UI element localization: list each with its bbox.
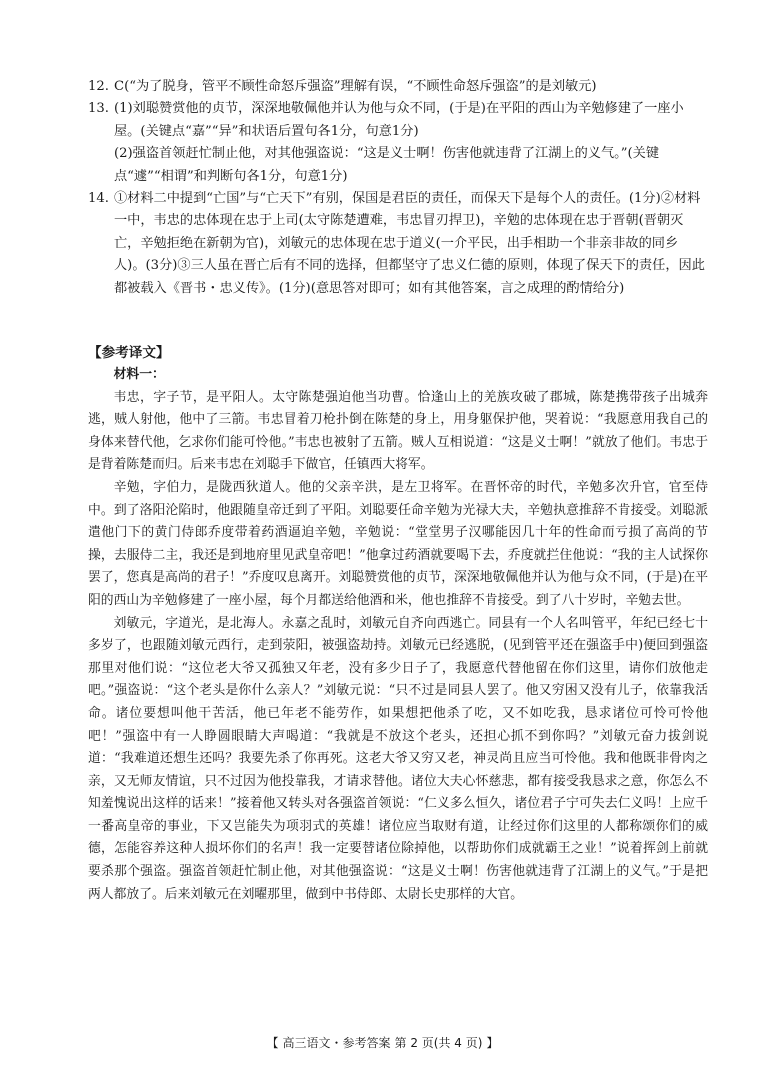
- translation-paragraph: 刘敏元，字道光，是北海人。永嘉之乱时，刘敏元自齐向西逃亡。同县有一个人名叫管平，年纪已经七十多岁了，也跟随刘敏元西行，走到荥阳，被强盗劫持。刘敏元已经逃脱，(见到管平还在强盗手中)便回到强盗那里对他们说：“这位老大爷又孤独又年老，没有多少日子了，我愿意代替他留在你们这里，请你们放他走吧。”强盗说：“这个老头是你什么亲人？”刘敏元说：“只不过是同县人罢了。他又穷困又没有儿子，依靠我活命。诸位要想叫他干苦活，他已年老不能劳作，如果想把他杀了吃，又不如吃我，恳求诸位可怜可怜他吧！”强盗中有一人睁圆眼睛大声喝道：“我就是不放这个老头，还担心抓不到你吗？”刘敏元奋力拔剑说道：“我难道还想生还吗？我要先杀了你再死。这老大爷又穷又老，神灵尚且应当可怜他。我和他既非骨肉之亲，又无师友情谊，只不过因为他投靠我，才请求替他。诸位大夫心怀慈悲，都有接受我恳求之意，你怎么不知羞愧说出这样的话来！”接着他又转头对各强盗首领说：“仁义多么恒久，诸位君子宁可失去仁义吗！上应千一番高皇帝的事业，下又岂能失为项羽式的英雄！诸位应当取财有道，让经过你们这里的人都称颂你们的威德，怎能容养这种人损坏你们的名声！我一定要替诸位除掉他，以帮助你们成就霸王之业！”说着挥剑上前就要杀那个强盗。强盗首领赶忙制止他，对其他强盗说：“这是义士啊！伤害他就违背了江湖上的义气。”于是把两人都放了。后来刘敏元在刘曜那里，做到中书侍郎、太尉长史那样的大官。: [88, 615, 708, 902]
- footer-bracket: 】: [486, 1036, 499, 1050]
- section-title: 【参考译文】: [88, 345, 170, 361]
- page-footer: [0, 1034, 765, 1051]
- material-label: 材料一：: [113, 367, 165, 382]
- answer-number: 14.: [88, 191, 109, 207]
- translation-paragraph: 韦忠，字子节，是平阳人。太守陈楚强迫他当功曹。恰逢山上的羌族攻破了郡城，陈楚携带孩子出城奔逃，贼人射他，他中了三箭。韦忠冒着刀枪扑倒在陈楚的身上，用身躯保护他，哭着说：“我愿意用我自己的身体来替代他，乞求你们能可怜他。”韦忠也被射了五箭。贼人互相说道：“这是义士啊！”就放了他们。韦忠于是背着陈楚而归。后来韦忠在刘聪手下做官，任镇西大将军。: [88, 389, 708, 473]
- translation-paragraph: 辛勉，字伯力，是陇西狄道人。他的父亲辛洪，是左卫将军。在晋怀帝的时代，辛勉多次升官，官至侍中。到了洛阳沦陷时，他跟随皇帝迁到了平阳。刘聪要任命辛勉为光禄大夫，辛勉执意推辞不肯接受。刘聪派遣他门下的黄门侍郎乔度带着药酒逼迫辛勉，辛勉说：“堂堂男子汉哪能因几十年的性命而亏损了高尚的节操，去服侍二主，我还是到地府里见武皇帝吧！”他拿过药酒就要喝下去，乔度就拦住他说：“我的主人试探你罢了，您真是高尚的君子！”乔度叹息离开。刘聪赞赏他的贞节，深深地敬佩他并认为他与众不同，(于是)在平阳的西山为辛勉修建了一座小屋，每个月都送给他酒和米，他也推辞不肯接受。到了八十岁时，辛勉去世。: [88, 479, 708, 608]
- answer-text: ①材料二中提到“亡国”与“亡天下”有别，保国是君臣的责任，而保天下是每个人的责任。(1分)②材料一中，韦忠的忠体现在忠于上司(太守陈楚遭难，韦忠冒刃捍卫)，辛勉的忠体现在忠于晋朝(晋朝灭亡，辛勉拒绝在新朝为官)，刘敏元的忠体现在忠于道义(一介平民，出手相助一个非亲非故的同乡人)。(3分)③三人虽在晋亡后有不同的选择，但都坚守了忠义仁德的原则，体现了保天下的责任，因此都被载入《晋书・忠义传》。(1分)(意思答对即可；如有其他答案，言之成理的酌情给分): [114, 191, 705, 296]
- footer-subject: 高三语文・参考答案: [282, 1036, 391, 1050]
- answer-item: [88, 188, 708, 300]
- footer-page-number: 第 2 页(共 4 页): [394, 1036, 483, 1050]
- answer-item: [88, 76, 708, 98]
- answer-number: 12.: [88, 79, 109, 94]
- answer-item: [88, 98, 708, 188]
- translation-body: [88, 364, 708, 906]
- answer-text: C(“为了脱身，管平不顾性命怒斥强盗”理解有误，“不顾性命怒斥强盗”的是刘敏元): [114, 79, 597, 94]
- answer-text: (1)刘聪赞赏他的贞节，深深地敬佩他并认为他与众不同，(于是)在平阳的西山为辛勉修建了一座小屋。(关键点“嘉”“异”和状语后置句各1分，句意1分): [114, 101, 684, 139]
- answer-list: [88, 76, 708, 300]
- answer-text: (2)强盗首领赶忙制止他，对其他强盗说：“这是义士啊！伤害他就违背了江湖上的义气。”(关键点“遽”“相谓”和判断句各1分，句意1分): [114, 146, 660, 184]
- answer-number: 13.: [88, 101, 109, 117]
- footer-bracket: 【: [266, 1036, 279, 1050]
